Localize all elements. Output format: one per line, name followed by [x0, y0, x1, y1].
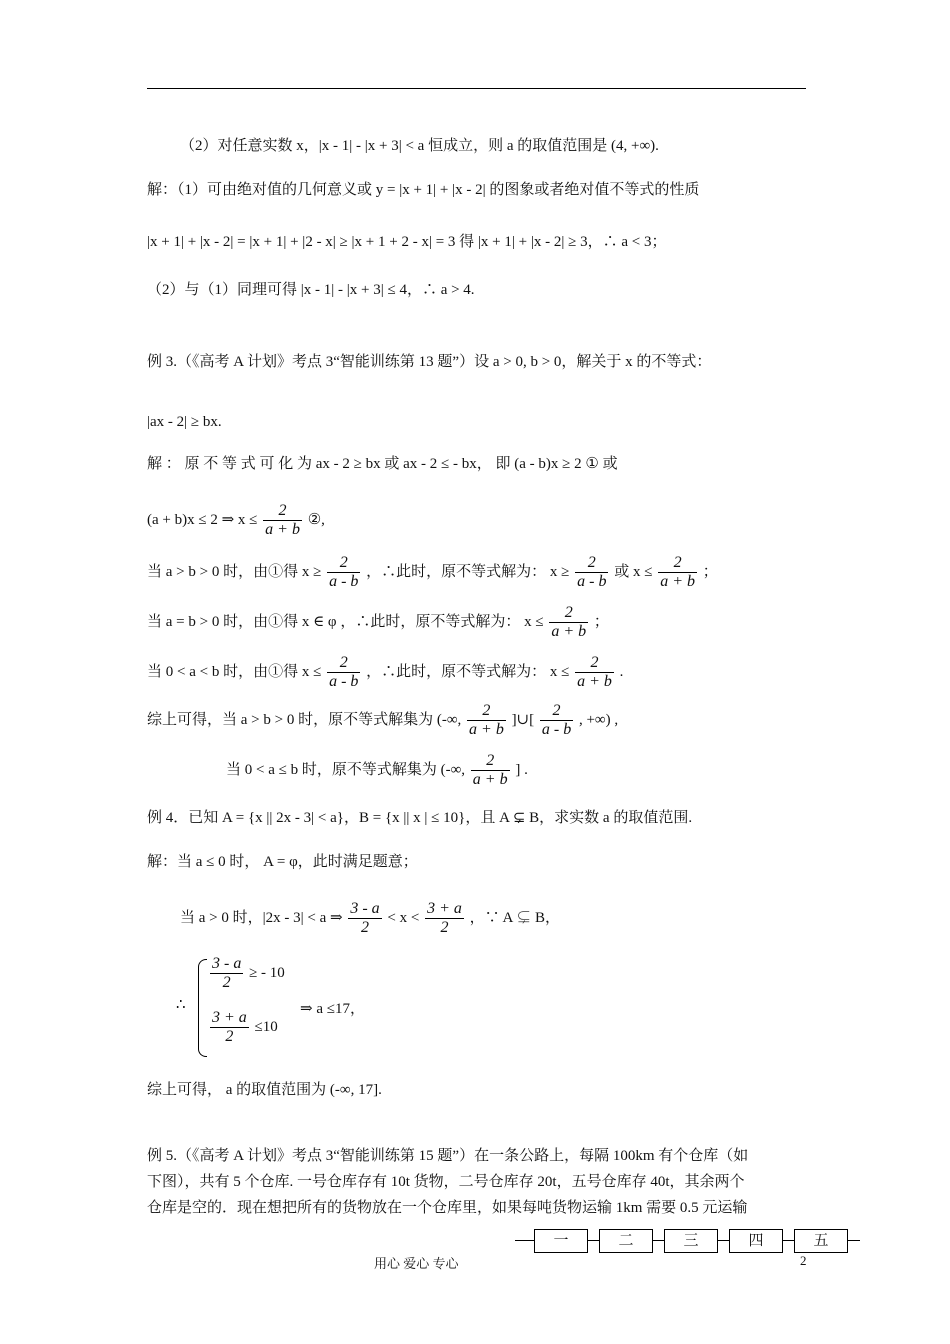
line-12-tail: , +∞) ,: [578, 711, 619, 728]
fraction: [575, 654, 614, 691]
example-5-title: 例 5.（《高考 A 计划》考点 3“智能训练第 15 题”）在一条公路上，每隔 100km 有个仓库（如: [147, 1148, 749, 1164]
denominator: 2: [210, 973, 243, 992]
fraction: [658, 554, 697, 591]
numerator: 2: [278, 502, 287, 519]
fraction: [348, 900, 381, 937]
system-row-1: [208, 955, 285, 992]
numerator: 3 - a: [350, 900, 380, 917]
fraction: [471, 752, 510, 789]
line-11-tail: .: [619, 663, 624, 680]
warehouse-2: 二: [599, 1229, 653, 1253]
example-4-title: 例 4．已知 A = {x || 2x - 3| < a}，B = {x || x | ≤ 10}，且 A ⊊ B，求实数 a 的取值范围.: [147, 810, 693, 826]
numerator: 2: [673, 554, 682, 571]
numerator: 2: [564, 604, 573, 621]
line-12-text: 综上可得，当 a > b > 0 时，原不等式解集为 (-∞,: [147, 711, 462, 728]
line-17: 综上可得， a 的取值范围为 (-∞, 17].: [147, 1082, 382, 1098]
line-13-text: 当 0 < a ≤ b 时，原不等式解集为 (-∞,: [226, 761, 466, 778]
line-9: [147, 554, 718, 591]
line-12: [147, 702, 618, 739]
system-row-2: [208, 1009, 278, 1046]
fraction: [540, 702, 573, 739]
line-16: [180, 900, 560, 937]
line-7: 解 ： 原 不 等 式 可 化 为 ax - 2 ≥ bx 或 ax - 2 ≤ - bx， 即 (a - b)x ≥ 2 ① 或: [147, 456, 618, 472]
denominator: 2: [425, 918, 464, 937]
line-4: （2）与（1）同理可得 |x - 1| - |x + 3| ≤ 4，∴ a > 4.: [147, 282, 475, 298]
line-1: （2）对任意实数 x，|x - 1| - |x + 3| < a 恒成立，则 a 的取值范围是 (4, +∞).: [180, 138, 659, 154]
denominator: a + b: [469, 721, 504, 738]
denominator: a + b: [577, 673, 612, 690]
numerator: 2: [339, 554, 348, 571]
denominator: a - b: [577, 573, 607, 590]
line-13: [226, 752, 528, 789]
warehouse-1: 一: [534, 1229, 588, 1253]
numerator: 3 - a: [212, 955, 242, 972]
line-10-text: 当 a = b > 0 时，由①得 x ∈ φ ，∴此时，原不等式解为： x ≤: [147, 613, 544, 630]
warehouse-4: 四: [729, 1229, 783, 1253]
warehouse-3: 三: [664, 1229, 718, 1253]
line-16-text-2: < x <: [387, 909, 420, 926]
line-9-text: 当 a > b > 0 时，由①得 x ≥: [147, 563, 322, 580]
denominator: 2: [210, 1027, 249, 1046]
line-8-tail: ②,: [307, 511, 325, 528]
fraction: [210, 955, 243, 992]
line-10-tail: ；: [593, 613, 609, 630]
line-9-tail: ；: [702, 563, 718, 580]
line-9-text-2: ，∴此时，原不等式解为： x ≥: [366, 563, 570, 580]
system-result: ⇒ a ≤17，: [300, 1001, 365, 1017]
line-8-text: (a + b)x ≤ 2 ⇒ x ≤: [147, 511, 258, 528]
numerator: 2: [552, 702, 561, 719]
line-2: 解：（1）可由绝对值的几何意义或 y = |x + 1| + |x - 2| 的图象或者绝对值不等式的性质: [147, 182, 700, 198]
fraction: [327, 554, 360, 591]
numerator: 2: [590, 654, 599, 671]
numerator: 2: [587, 554, 596, 571]
fraction: [327, 654, 360, 691]
fraction: [263, 502, 302, 539]
line-19: 下图），共有 5 个仓库. 一号仓库存有 10t 货物，二号仓库存 20t，五号仓库存 40t，其余两个: [147, 1174, 745, 1190]
numerator: 3 + a: [427, 900, 462, 917]
line-11: [147, 654, 623, 691]
page-number: 2: [800, 1253, 807, 1268]
line-8: [147, 502, 325, 539]
example-3-inequality: |ax - 2| ≥ bx.: [147, 414, 222, 430]
therefore-symbol: ∴: [176, 997, 186, 1013]
footer-motto: 用心 爱心 专心: [374, 1256, 459, 1271]
denominator: a - b: [541, 721, 572, 738]
denominator: a - b: [329, 573, 359, 590]
line-13-tail: ] .: [515, 761, 528, 778]
numerator: 2: [486, 752, 495, 769]
system-row-1-rhs: ≥ - 10: [249, 964, 285, 981]
line-20: 仓库是空的．现在想把所有的货物放在一个仓库里，如果每吨货物运输 1km 需要 0.5 元运输: [147, 1200, 748, 1216]
example-3-title: 例 3.（《高考 A 计划》考点 3“智能训练第 13 题”）设 a > 0, b > 0，解关于 x 的不等式：: [147, 354, 712, 370]
line-16-tail: ，∵ A ⊊ B，: [469, 909, 561, 926]
line-10: [147, 604, 609, 641]
fraction: [467, 702, 506, 739]
denominator: a + b: [472, 771, 508, 788]
line-15: 解：当 a ≤ 0 时， A = φ，此时满足题意；: [147, 854, 418, 870]
fraction: [549, 604, 588, 641]
denominator: a + b: [265, 521, 300, 538]
denominator: a + b: [660, 573, 695, 590]
warehouse-5: 五: [794, 1229, 848, 1253]
fraction: [425, 900, 464, 937]
fraction: [210, 1009, 249, 1046]
denominator: a - b: [329, 673, 359, 690]
line-16-text: 当 a > 0 时，|2x - 3| < a ⇒: [180, 909, 343, 926]
line-9-text-3: 或 x ≤: [614, 563, 653, 580]
system-row-2-rhs: ≤10: [254, 1018, 278, 1035]
denominator: a + b: [551, 623, 587, 640]
denominator: 2: [348, 918, 381, 937]
numerator: 3 + a: [212, 1009, 247, 1026]
line-11-text: 当 0 < a < b 时，由①得 x ≤: [147, 663, 322, 680]
fraction: [575, 554, 608, 591]
left-brace: [198, 959, 207, 1057]
line-3: |x + 1| + |x - 2| = |x + 1| + |2 - x| ≥ |x + 1 + 2 - x| = 3 得 |x + 1| + |x - 2| ≥ 3，∴ a < 3；: [147, 234, 667, 250]
header-rule: [147, 88, 806, 89]
line-12-text-2: ]∪[: [511, 711, 535, 728]
numerator: 2: [482, 702, 491, 719]
numerator: 2: [339, 654, 348, 671]
line-11-text-2: ，∴此时，原不等式解为： x ≤: [366, 663, 570, 680]
